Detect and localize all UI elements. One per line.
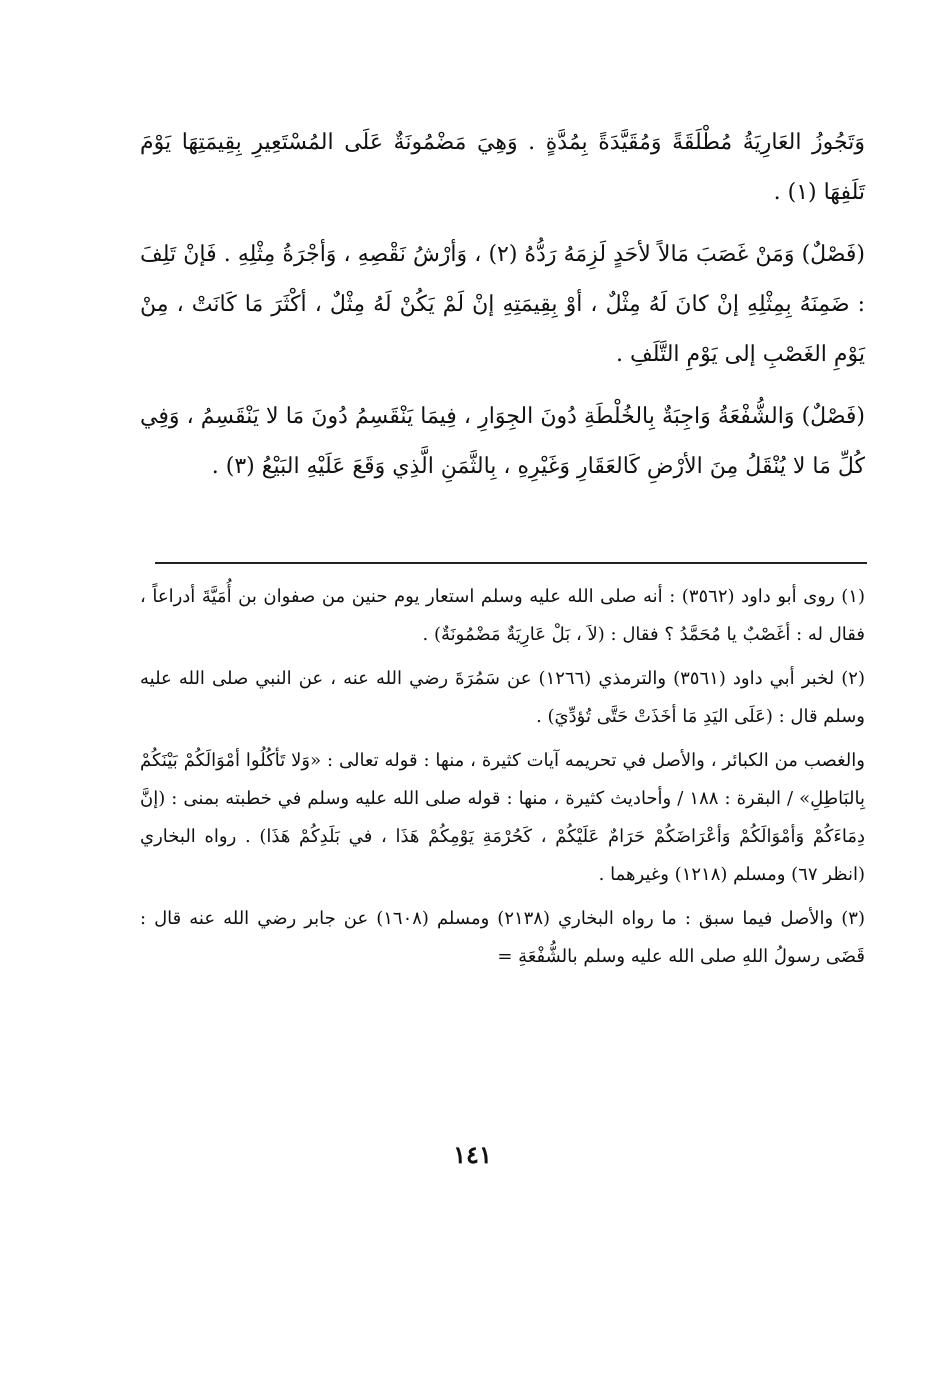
- footnote-divider: [155, 562, 867, 564]
- footnotes: [140, 578, 865, 982]
- main-text: [140, 118, 865, 504]
- footnote-3: (٣) والأصل فيما سبق : ما رواه البخاري (٢١٣٨) ومسلم (١٦٠٨) عن جابر رضي الله عنه قال : قَضَى رسولُ اللهِ صلى الله عليه وسلم بالشُّفْعَةِ =: [140, 908, 865, 967]
- paragraph-ariya: وَتَجُوزُ العَارِيَةُ مُطْلَقَةً وَمُقَيَّدَةً بِمُدَّةٍ . وَهِيَ مَضْمُونَةٌ عَلَى المُسْتَعِيرِ بِقِيمَتِهَا يَوْمَ تَلَفِهَا (١) .: [140, 130, 865, 205]
- footnote-2-continued: والغصب من الكبائر ، والأصل في تحريمه آيات كثيرة ، منها : قوله تعالى : «وَلا تَأكُلُوا أمْوَالَكُمْ بَيْنَكُمْ بِالبَاطِلِ» / البقرة : ١٨٨ / وأحاديث كثيرة ، منها : قوله صلى الله عليه وسلم في خطبته بمنى : (إنَّ دِمَاءَكُمْ وَأمْوَالَكُمْ وَأعْرَاضَكُمْ حَرَامٌ عَلَيْكُمْ ، كَحُرْمَةِ يَوْمِكُمْ هَذَا ، في بَلَدِكُمْ هَذَا) . رواه البخاري (انظر ٦٧) ومسلم (١٢١٨) وغيرهما .: [140, 750, 866, 885]
- footnote-2: (٢) لخبر أبي داود (٣٥٦١) والترمذي (١٢٦٦) عن سَمُرَةَ رضي الله عنه ، عن النبي صلى الله عليه وسلم قال : (عَلَى اليَدِ مَا أخَذَتْ حَتَّى تُؤدِّيَ) .: [140, 668, 865, 727]
- paragraph-shufa: (فَصْلٌ) وَالشُّفْعَةُ وَاجِبَةٌ بِالخُلْطَةِ دُونَ الجِوَارِ ، فِيمَا يَنْقَسِمُ دُونَ مَا لا يَنْقَسِمُ ، وَفِي كُلِّ مَا لا يُنْقَلُ مِنَ الأرْضِ كَالعَقَارِ وَغَيْرِهِ ، بِالثَّمَنِ الَّذِي وَقَعَ عَلَيْهِ البَيْعُ (٣) .: [140, 404, 865, 479]
- paragraph-ghasb: (فَصْلٌ) وَمَنْ غَصَبَ مَالاً لأحَدٍ لَزِمَهُ رَدُّهُ (٢) ، وَأرْشُ نَقْصِهِ ، وَأجْرَةُ مِثْلِهِ . فَإنْ تَلِفَ : ضَمِنَهُ بِمِثْلِهِ إنْ كانَ لَهُ مِثْلٌ ، أوْ بِقِيمَتِهِ إنْ لَمْ يَكُنْ لَهُ مِثْلٌ ، أكْثَرَ مَا كَانَتْ ، مِنْ يَوْمِ الغَصْبِ إلى يَوْمِ التَّلَفِ .: [140, 242, 865, 367]
- page-number: ١٤١: [453, 1140, 492, 1169]
- footnote-1: (١) روى أبو داود (٣٥٦٢) : أنه صلى الله عليه وسلم استعار يوم حنين من صفوان بن أُمَيَّةَ أدراعاً ، فقال له : أغَصْبٌ يا مُحَمَّدُ ؟ فقال : (لاَ ، بَلْ عَارِيَةٌ مَضْمُونَةٌ) .: [140, 586, 865, 645]
